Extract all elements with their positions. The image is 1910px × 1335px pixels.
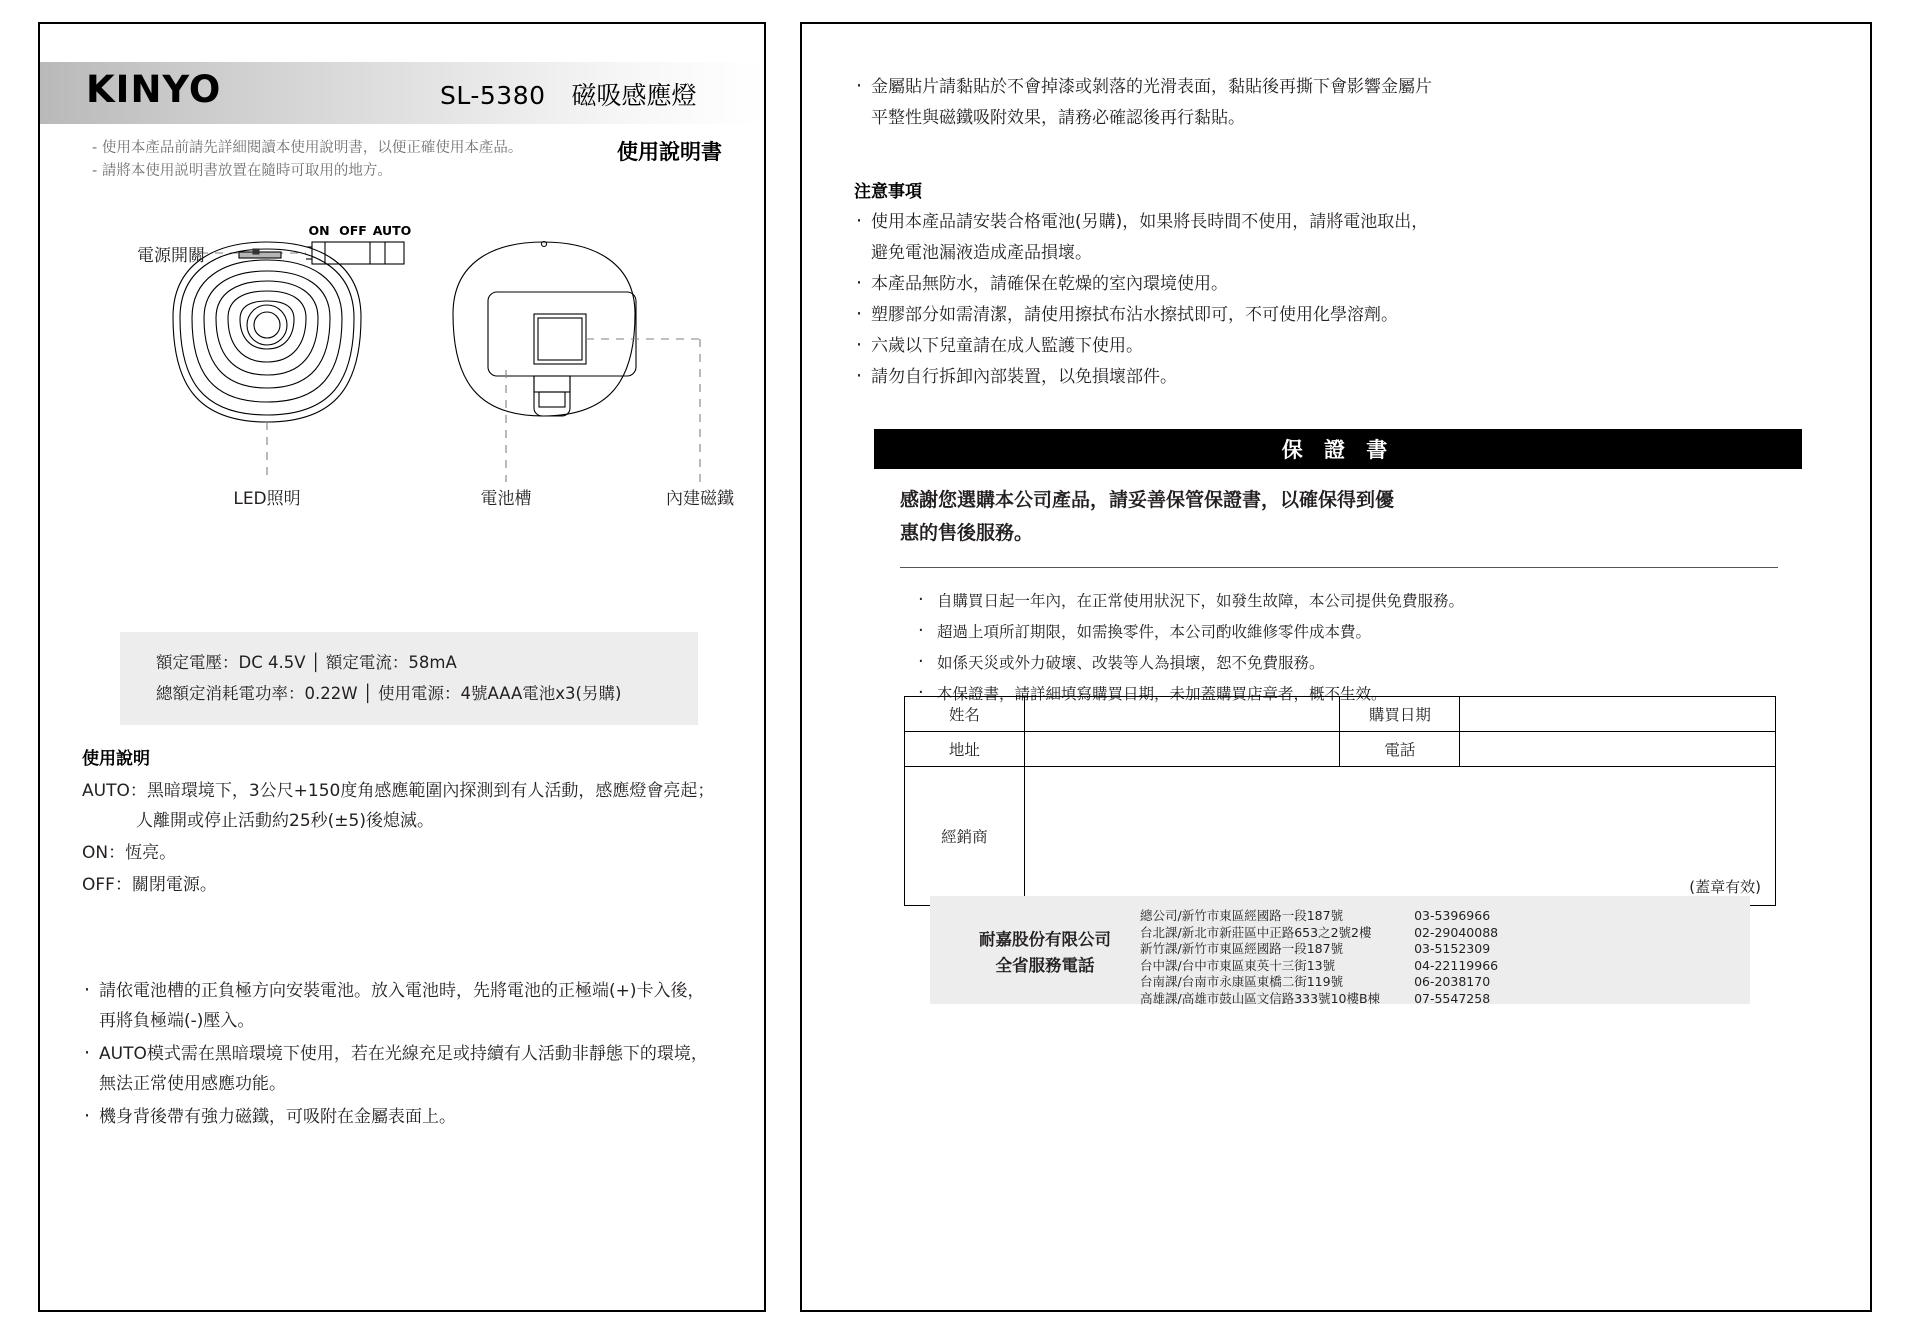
company-name-line1: 耐嘉股份有限公司 — [979, 930, 1111, 949]
branch-phone: 06-2038170 — [1414, 974, 1491, 989]
usage-bullet-2 — [82, 1039, 754, 1099]
model-name: 磁吸感應燈 — [571, 81, 697, 110]
stamp-note: (蓋章有效) — [1689, 878, 1761, 896]
product-title — [440, 76, 697, 112]
warranty-intro — [900, 484, 1760, 550]
caution-1-line2: 避免電池漏液造成產品損壞。 — [871, 243, 1092, 263]
callout-magnet: 內建磁鐵 — [666, 489, 734, 509]
branch-address: 台南課/台南市永康區東橋二街119號 — [1140, 974, 1344, 989]
field-label-phone: 電話 — [1340, 732, 1460, 767]
caution-section-title: 注意事項 — [854, 182, 922, 202]
manual-label: 使用說明書 — [617, 140, 722, 164]
switch-pos-on: ON — [308, 223, 330, 238]
usage-bullet-2-line1: AUTO模式需在黑暗環境下使用，若在光線充足或持續有人活動非靜態下的環境， — [99, 1044, 708, 1064]
branch-address: 台中課/台中市東區東英十三街13號 — [1140, 957, 1336, 973]
caution-4-line1: 六歲以下兒童請在成人監護下使用。 — [871, 336, 1143, 356]
table-row — [1140, 991, 1498, 1008]
usage-bullet-3-line1: 機身背後帶有強力磁鐵，可吸附在金屬表面上。 — [99, 1107, 456, 1127]
metal-plate-note-line1: 金屬貼片請黏貼於不會掉漆或剝落的光滑表面，黏貼後再撕下會影響金屬片 — [871, 77, 1432, 97]
caution-2-line1: 本產品無防水，請確保在乾燥的室內環境使用。 — [871, 274, 1228, 294]
branch-address: 新竹課/新竹市東區經國路一段187號 — [1140, 941, 1344, 956]
company-name — [950, 927, 1140, 979]
branch-address: 台北課/新北市新莊區中正路653之2號2樓 — [1140, 924, 1372, 940]
table-row — [1140, 974, 1498, 991]
usage-off-line1: OFF：關閉電源。 — [82, 875, 217, 895]
warranty-title-bar — [874, 429, 1802, 469]
field-label-name: 姓名 — [905, 697, 1025, 732]
field-value-name[interactable] — [1024, 697, 1340, 732]
page-right — [800, 22, 1872, 1312]
warranty-intro-line2: 惠的售後服務。 — [900, 522, 1034, 544]
warranty-term-1: · 自購買日起一年內，在正常使用狀況下，如發生故障，本公司提供免費服務。 — [912, 586, 1792, 617]
field-value-purchase-date[interactable] — [1460, 697, 1776, 732]
branch-phone: 04-22119966 — [1414, 957, 1499, 973]
model-number: SL-5380 — [440, 81, 546, 110]
usage-section-title: 使用說明 — [82, 749, 150, 769]
usage-auto-line1: AUTO：黑暗環境下，3公尺+150度角感應範圍內探測到有人活動，感應燈會亮起； — [82, 781, 715, 801]
branch-address: 總公司/新竹市東區經國路一段187號 — [1140, 908, 1344, 923]
caution-item-3 — [854, 300, 1834, 331]
warranty-terms — [912, 586, 1792, 710]
callout-battery: 電池槽 — [480, 489, 532, 509]
spec-line-1: 額定電壓：DC 4.5V │ 額定電流：58mA — [156, 653, 457, 672]
warranty-term-2: · 超過上項所訂期限，如需換零件，本公司酌收維修零件成本費。 — [912, 617, 1792, 648]
warranty-title: 保 證 書 — [1281, 438, 1395, 462]
table-row — [1140, 941, 1498, 958]
usage-item-on — [82, 838, 742, 868]
caution-item-1 — [854, 207, 1834, 269]
power-switch-label: 電源開關 — [137, 246, 205, 266]
product-diagram — [40, 194, 764, 594]
battery-compartment — [488, 292, 636, 376]
callout-led: LED照明 — [233, 489, 301, 509]
table-row — [905, 697, 1776, 732]
branch-phone: 03-5396966 — [1414, 908, 1491, 923]
usage-list — [82, 776, 742, 902]
field-label-address: 地址 — [905, 732, 1025, 767]
table-row — [905, 767, 1776, 906]
warranty-divider — [900, 567, 1778, 568]
usage-bullet-list — [82, 976, 754, 1135]
usage-on-line1: ON：恆亮。 — [82, 843, 177, 863]
page-left — [38, 22, 766, 1312]
usage-bullet-2-line2: 無法正常使用感應功能。 — [99, 1074, 286, 1094]
branch-phone: 03-5152309 — [1414, 941, 1491, 956]
warranty-intro-line1: 感謝您選購本公司產品，請妥善保管保證書，以確保得到優 — [900, 489, 1395, 511]
branch-phone: 07-5547258 — [1414, 990, 1491, 1006]
field-value-dealer[interactable] — [1024, 767, 1775, 906]
metal-plate-note — [854, 72, 1814, 134]
metal-plate-note-row — [854, 72, 1814, 134]
table-row — [1140, 908, 1498, 925]
table-row — [1140, 958, 1498, 975]
caution-5-line1: 請勿自行拆卸內部裝置，以免損壞部件。 — [871, 367, 1177, 387]
spec-box — [120, 632, 698, 725]
branch-phone: 02-29040088 — [1414, 924, 1499, 940]
branch-contact-table — [1140, 908, 1498, 1007]
table-row — [1140, 925, 1498, 942]
warranty-form-table — [904, 696, 1776, 906]
switch-body — [312, 242, 404, 264]
switch-pos-auto: AUTO — [372, 223, 412, 238]
field-label-dealer: 經銷商 — [905, 767, 1025, 906]
usage-item-off — [82, 870, 742, 900]
field-value-address[interactable] — [1024, 732, 1340, 767]
caution-item-4 — [854, 331, 1834, 362]
table-row — [905, 732, 1776, 767]
usage-item-auto — [82, 776, 742, 836]
lead-notes — [92, 137, 522, 183]
usage-bullet-3 — [82, 1102, 754, 1132]
branch-address: 高雄課/高雄市鼓山區文信路333號10樓B棟 — [1140, 990, 1381, 1006]
metal-plate-note-line2: 平整性與磁鐵吸附效果，請務必確認後再行黏貼。 — [871, 108, 1245, 128]
usage-bullet-1-line1: 請依電池槽的正負極方向安裝電池。放入電池時，先將電池的正極端(+)卡入後， — [99, 981, 705, 1001]
caution-list — [854, 207, 1834, 393]
caution-item-2 — [854, 269, 1834, 300]
switch-pos-off: OFF — [339, 223, 367, 238]
usage-bullet-1-line2: 再將負極端(-)壓入。 — [99, 1011, 255, 1031]
spec-line-2: 總額定消耗電功率：0.22W │ 使用電源：4號AAA電池x3(另購) — [156, 684, 622, 703]
caution-1-line1: 使用本產品請安裝合格電池(另購)，如果將長時間不使用，請將電池取出， — [871, 212, 1429, 232]
field-value-phone[interactable] — [1460, 732, 1776, 767]
caution-3-line1: 塑膠部分如需清潔，請使用擦拭布沾水擦拭即可，不可使用化學溶劑。 — [871, 305, 1398, 325]
company-name-line2: 全省服務電話 — [995, 956, 1095, 975]
lead-note-1: - 使用本產品前請先詳細閱讀本使用說明書，以便正確使用本產品。 — [92, 140, 523, 156]
back-body-outline — [453, 242, 635, 416]
diagram-svg — [40, 194, 764, 594]
warranty-term-4: · 本保證書，請詳細填寫購買日期，未加蓋購買店章者，概不生效。 — [912, 679, 1792, 710]
usage-bullet-1 — [82, 976, 754, 1036]
brand-logo: KINYO — [86, 68, 222, 111]
magnet-square — [534, 314, 586, 364]
caution-item-5 — [854, 362, 1834, 393]
lead-note-2: - 請將本使用説明書放置在隨時可取用的地方。 — [92, 163, 392, 179]
usage-auto-line2: 人離開或停止活動約25秒(±5)後熄滅。 — [136, 811, 434, 831]
field-label-purchase-date: 購買日期 — [1340, 697, 1460, 732]
warranty-term-3: · 如係天災或外力破壞、改裝等人為損壞，恕不免費服務。 — [912, 648, 1792, 679]
